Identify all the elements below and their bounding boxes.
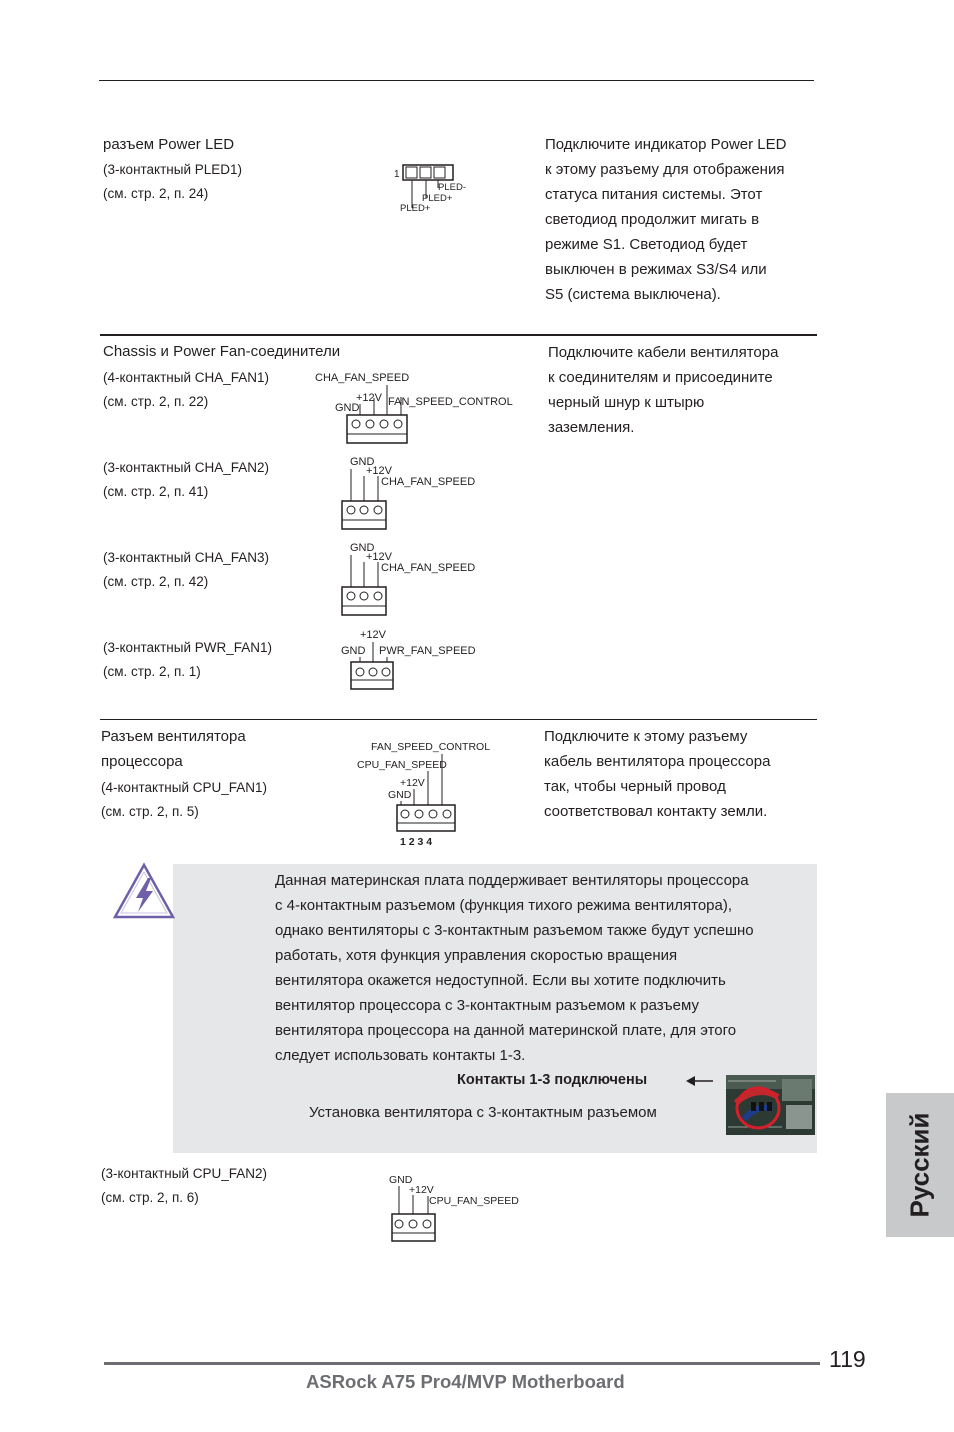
footer-rule: [104, 1362, 820, 1365]
cha-fan1-diagram: [312, 368, 522, 448]
pin1-label: 1: [394, 169, 400, 180]
title-line: процессора: [101, 753, 183, 770]
section-divider: [100, 334, 817, 336]
note-line: вентилятор процессора с 3-контактным разъемом к разъему: [275, 997, 699, 1014]
cpu-fan2-diagram: [385, 1170, 525, 1246]
desc-line: Подключите кабели вентилятора: [548, 344, 779, 361]
install-label: Установка вентилятора с 3-контактным разъемом: [309, 1104, 657, 1121]
pled-minus-label: PLED-: [438, 182, 466, 193]
speed-label: PWR_FAN_SPEED: [379, 645, 476, 657]
speed-label: CPU_FAN_SPEED: [429, 1195, 519, 1207]
footer-title: ASRock A75 Pro4/MVP Motherboard: [306, 1371, 625, 1392]
note-line: вентилятора окажется недоступной. Если вы хотите подключить: [275, 972, 726, 989]
note-line: Данная материнская плата поддерживает вентиляторы процессора: [275, 872, 749, 889]
v12-label: +12V: [366, 465, 392, 477]
title-line: Разъем вентилятора: [101, 728, 246, 745]
desc-line: Подключите индикатор Power LED: [545, 136, 787, 153]
pled-plus-label: PLED+: [422, 193, 453, 204]
control-label: FAN_SPEED_CONTROL: [388, 396, 513, 408]
pwr-fan1-diagram: [338, 626, 478, 692]
pins-connected-label: Контакты 1-3 подключены: [457, 1072, 648, 1088]
cha-fan3-info: [103, 546, 269, 594]
speed-label: CPU_FAN_SPEED: [357, 759, 447, 771]
info-line: (4-контактный CPU_FAN1): [101, 780, 268, 795]
top-rule: [99, 80, 814, 81]
info-line: (3-контактный CPU_FAN2): [101, 1166, 268, 1181]
info-line: (см. стр. 2, п. 1): [103, 664, 201, 679]
info-line: (см. стр. 2, п. 42): [103, 574, 209, 589]
power-led-info: [103, 158, 242, 206]
pin-numbers: 1 2 3 4: [400, 836, 433, 848]
v12-label: +12V: [400, 777, 425, 789]
language-tab: [886, 1093, 954, 1237]
cpu-fan1-diagram: [354, 737, 504, 849]
desc-line: так, чтобы черный провод: [544, 778, 726, 795]
speed-label: CHA_FAN_SPEED: [381, 476, 476, 488]
desc-line: кабель вентилятора процессора: [544, 753, 771, 770]
desc-line: соответствовал контакту земли.: [544, 803, 768, 820]
fan-install-photo: [726, 1075, 815, 1135]
cha-fan3-diagram: [338, 540, 488, 620]
info-line: (см. стр. 2, п. 5): [101, 804, 199, 819]
v12-label: +12V: [356, 392, 382, 404]
arrow-left-icon: [686, 1074, 714, 1088]
gnd-label: GND: [350, 542, 375, 554]
note-line: однако вентиляторы с 3-контактным разъемом также будут успешно: [275, 922, 754, 939]
desc-line: Подключите к этому разъему: [544, 728, 748, 745]
cpu-fan-title: [101, 724, 246, 774]
info-line: (3-контактный PWR_FAN1): [103, 640, 273, 655]
cpu-fan1-info: [101, 776, 267, 824]
info-line: (см. стр. 2, п. 24): [103, 186, 209, 201]
desc-line: S5 (система выключена).: [545, 286, 721, 303]
gnd-label: GND: [389, 1174, 413, 1186]
info-line: (см. стр. 2, п. 22): [103, 394, 209, 409]
note-line: вентилятора процессора на данной материнской плате, для этого: [275, 1022, 737, 1039]
section-divider: [100, 719, 817, 720]
speed-label: CHA_FAN_SPEED: [381, 562, 476, 574]
cha-fan2-diagram: [338, 454, 488, 534]
v12-label: +12V: [409, 1184, 434, 1196]
v12-label: +12V: [366, 551, 392, 563]
info-line: (3-контактный CHA_FAN3): [103, 550, 270, 565]
page-number: 119: [829, 1346, 866, 1372]
speed-label: CHA_FAN_SPEED: [315, 372, 410, 384]
pled-plus-label: PLED+: [400, 203, 431, 214]
note-line: следует использовать контакты 1-3.: [275, 1047, 526, 1064]
warning-icon: [112, 862, 176, 920]
note-line: работать, хотя функция управления скоростью вращения: [275, 947, 678, 964]
desc-line: к этому разъему для отображения: [545, 161, 785, 178]
pwr-fan1-info: [103, 636, 272, 684]
note-text: [275, 868, 754, 1068]
info-line: (3-контактный PLED1): [103, 162, 243, 177]
desc-line: режиме S1. Светодиод будет: [545, 236, 748, 253]
chassis-fan-description: [548, 340, 778, 440]
cpu-fan2-info: [101, 1162, 267, 1210]
cha-fan2-info: [103, 456, 269, 504]
power-led-title: разъем Power LED: [103, 136, 235, 153]
gnd-label: GND: [388, 789, 412, 801]
language-tab-label: Русский: [904, 1112, 935, 1218]
gnd-label: GND: [341, 645, 366, 657]
info-line: (см. стр. 2, п. 6): [101, 1190, 199, 1205]
gnd-label: GND: [335, 402, 360, 414]
desc-line: светодиод продолжит мигать в: [545, 211, 760, 228]
desc-line: выключен в режимах S3/S4 или: [545, 261, 767, 278]
info-line: (см. стр. 2, п. 41): [103, 484, 209, 499]
note-line: с 4-контактным разъемом (функция тихого режима вентилятора),: [275, 897, 733, 914]
info-line: (3-контактный CHA_FAN2): [103, 460, 270, 475]
chassis-fan-title: Chassis и Power Fan-соединители: [103, 343, 341, 360]
desc-line: к соединителям и присоедините: [548, 369, 773, 386]
desc-line: заземления.: [548, 419, 635, 436]
power-led-description: [545, 132, 786, 307]
pled-header-diagram: [390, 158, 480, 214]
control-label: FAN_SPEED_CONTROL: [371, 741, 491, 753]
cpu-fan-description: [544, 724, 770, 824]
info-line: (4-контактный CHA_FAN1): [103, 370, 270, 385]
desc-line: статуса питания системы. Этот: [545, 186, 763, 203]
cha-fan1-info: [103, 366, 269, 414]
v12-label: +12V: [360, 629, 386, 641]
gnd-label: GND: [350, 456, 375, 468]
desc-line: черный шнур к штырю: [548, 394, 705, 411]
